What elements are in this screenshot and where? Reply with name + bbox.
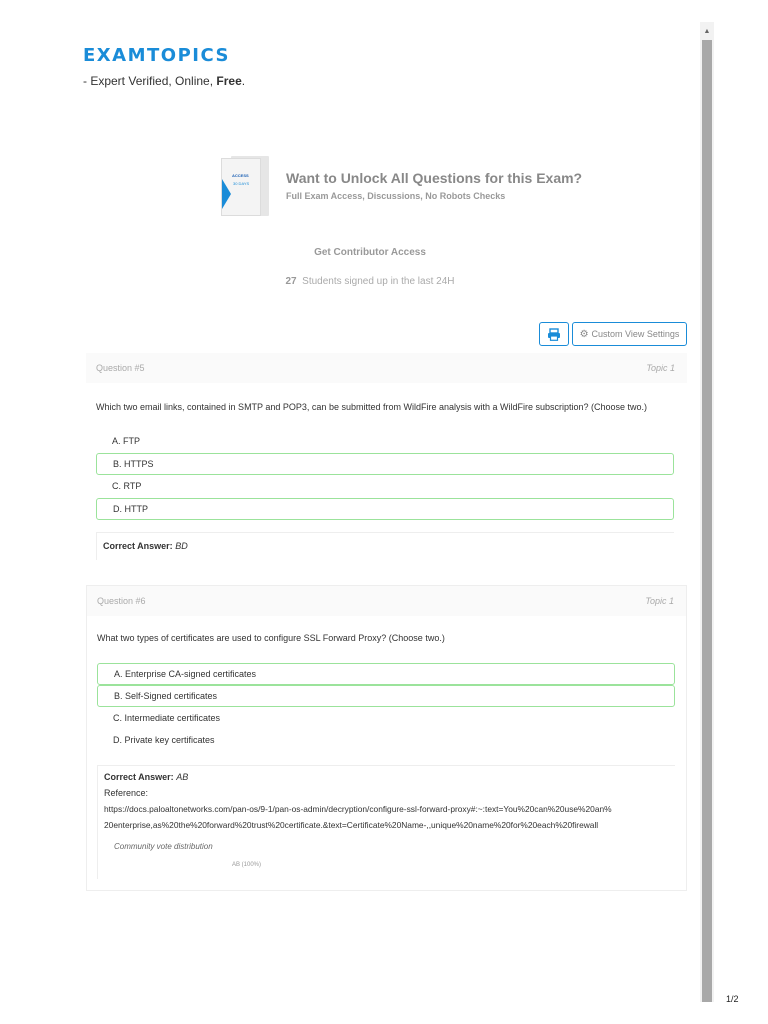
choice-b[interactable]: B. Self-Signed certificates: [97, 685, 675, 707]
custom-view-settings-button[interactable]: [572, 322, 687, 346]
scrollbar-thumb[interactable]: [702, 40, 712, 1002]
correct-answer-box: [96, 532, 674, 560]
signup-count-text: [0, 276, 768, 287]
question-header: [87, 586, 686, 616]
question-topic: Topic 1: [645, 596, 674, 606]
choice-d[interactable]: D. Private key certificates: [113, 735, 215, 745]
printer-icon: [547, 328, 561, 341]
reference-link-line-1[interactable]: https://docs.paloaltonetworks.com/pan-os/9-1/pan-os-admin/decryption/configure-ssl-forward-proxy#:~:text=You%20can%20use%20an%: [104, 804, 612, 814]
signup-label: Students signed up in the last 24H: [302, 276, 455, 287]
examtopics-logo[interactable]: [83, 45, 230, 66]
vote-distribution-bar: AB (100%): [232, 862, 262, 868]
promo-subtitle: Full Exam Access, Discussions, No Robots Checks: [286, 191, 506, 201]
box-label-days: 30 DAYS: [233, 181, 250, 186]
access-box-image: [221, 156, 271, 216]
question-topic: Topic 1: [646, 363, 675, 373]
choice-b[interactable]: B. HTTPS: [96, 453, 674, 475]
correct-answer-value: AB: [176, 772, 189, 782]
correct-answer-box: [97, 765, 675, 879]
question-card: [86, 353, 687, 560]
question-header: [86, 353, 687, 383]
tagline-bold: Free: [216, 74, 242, 88]
question-number: Question #5: [96, 363, 145, 373]
contributor-access-link[interactable]: Get Contributor Access: [314, 247, 426, 258]
question-text: Which two email links, contained in SMTP and POP3, can be submitted from WildFire analysis with a WildFire subscription? (Choose two.): [96, 402, 648, 412]
question-text: What two types of certificates are used to configure SSL Forward Proxy? (Choose two.): [97, 633, 445, 643]
reference-link-line-2[interactable]: 20enterprise,as%20the%20forward%20trust%20certificate.&text=Certificate%20Name-,,unique%20name%20for%20each%20firewall: [104, 820, 599, 830]
custom-view-settings-label: Custom View Settings: [591, 329, 680, 339]
correct-answer-label: Correct Answer:: [103, 541, 173, 551]
vote-distribution-label: Community vote distribution: [114, 842, 213, 851]
gear-icon: ⚙: [579, 328, 589, 340]
choice-d[interactable]: D. HTTP: [96, 498, 674, 520]
promo-title: Want to Unlock All Questions for this Exam?: [286, 170, 583, 186]
question-card: [86, 585, 687, 891]
signup-count: 27: [285, 276, 297, 287]
tagline: [83, 74, 245, 88]
correct-answer-value: BD: [175, 541, 188, 551]
print-button[interactable]: [539, 322, 569, 346]
logo-text: EXAMTOPICS: [83, 45, 230, 66]
correct-answer-label: Correct Answer:: [104, 772, 174, 782]
tagline-prefix: - Expert Verified, Online,: [83, 74, 217, 88]
tagline-suffix: .: [241, 74, 246, 88]
question-number: Question #6: [97, 596, 146, 606]
choice-c[interactable]: C. RTP: [112, 481, 142, 491]
choice-c[interactable]: C. Intermediate certificates: [113, 713, 221, 723]
choice-a[interactable]: A. Enterprise CA-signed certificates: [97, 663, 675, 685]
choice-a[interactable]: A. FTP: [112, 436, 141, 446]
reference-label: Reference:: [104, 788, 149, 798]
box-label-access: ACCESS: [232, 173, 249, 178]
page-number: 1/2: [726, 994, 739, 1004]
scroll-up-arrow-icon[interactable]: ▲: [703, 27, 711, 35]
